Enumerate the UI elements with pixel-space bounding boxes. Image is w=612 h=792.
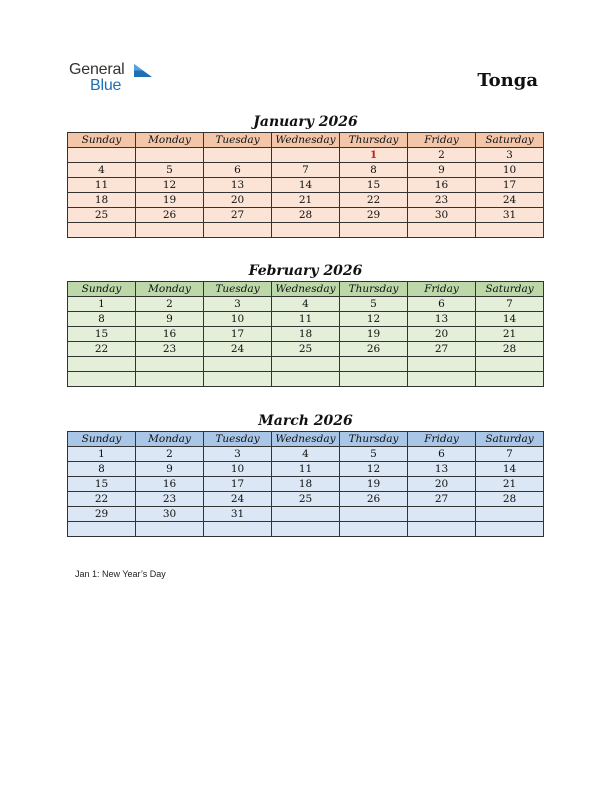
weekday-header-row [68, 133, 544, 148]
day-cell: 7 [476, 297, 544, 312]
day-cell: 20 [408, 477, 476, 492]
day-cell: 8 [340, 163, 408, 178]
day-cell: 23 [136, 342, 204, 357]
day-cell: 15 [340, 178, 408, 193]
day-cell: 15 [68, 477, 136, 492]
day-cell [136, 148, 204, 163]
day-cell: 9 [136, 462, 204, 477]
day-cell: 17 [476, 178, 544, 193]
week-row [68, 163, 544, 178]
day-cell: 19 [340, 327, 408, 342]
day-cell: 12 [340, 312, 408, 327]
weekday-sunday: Sunday [68, 133, 136, 148]
day-cell: 2 [136, 297, 204, 312]
weekday-wednesday: Wednesday [272, 133, 340, 148]
day-cell [408, 372, 476, 387]
day-cell [340, 507, 408, 522]
day-cell: 4 [272, 297, 340, 312]
day-cell: 14 [476, 312, 544, 327]
day-cell [136, 522, 204, 537]
weekday-tuesday: Tuesday [204, 133, 272, 148]
day-cell: 9 [136, 312, 204, 327]
generalblue-logo [69, 61, 169, 95]
day-cell [204, 372, 272, 387]
day-cell: 25 [272, 492, 340, 507]
day-cell: 11 [68, 178, 136, 193]
day-cell: 21 [272, 193, 340, 208]
day-cell: 2 [136, 447, 204, 462]
weekday-monday: Monday [136, 133, 204, 148]
day-cell [340, 372, 408, 387]
country-name: Tonga [477, 70, 538, 91]
day-cell: 15 [68, 327, 136, 342]
weekday-thursday: Thursday [340, 133, 408, 148]
day-cell: 27 [408, 492, 476, 507]
weekday-saturday: Saturday [476, 432, 544, 447]
week-row [68, 312, 544, 327]
weekday-header-row [68, 432, 544, 447]
day-cell: 5 [136, 163, 204, 178]
day-cell: 3 [204, 447, 272, 462]
day-cell: 24 [476, 193, 544, 208]
week-row [68, 462, 544, 477]
day-cell: 5 [340, 447, 408, 462]
weekday-sunday: Sunday [68, 432, 136, 447]
day-cell: 10 [476, 163, 544, 178]
day-cell: 13 [408, 312, 476, 327]
day-cell: 18 [68, 193, 136, 208]
day-cell: 24 [204, 492, 272, 507]
weekday-monday: Monday [136, 432, 204, 447]
day-cell: 20 [204, 193, 272, 208]
day-cell [272, 223, 340, 238]
day-cell: 1 [340, 148, 408, 163]
day-cell: 6 [204, 163, 272, 178]
day-cell: 17 [204, 327, 272, 342]
day-cell [272, 372, 340, 387]
week-row [68, 193, 544, 208]
day-cell [408, 522, 476, 537]
day-cell: 19 [136, 193, 204, 208]
day-cell: 10 [204, 312, 272, 327]
day-cell: 26 [340, 492, 408, 507]
day-cell [136, 357, 204, 372]
day-cell: 22 [340, 193, 408, 208]
day-cell [340, 522, 408, 537]
day-cell [476, 357, 544, 372]
day-cell: 24 [204, 342, 272, 357]
day-cell [272, 357, 340, 372]
day-cell: 12 [340, 462, 408, 477]
week-row [68, 327, 544, 342]
day-cell [476, 522, 544, 537]
day-cell [204, 223, 272, 238]
weekday-friday: Friday [408, 133, 476, 148]
weekday-monday: Monday [136, 282, 204, 297]
day-cell: 29 [340, 208, 408, 223]
day-cell: 14 [476, 462, 544, 477]
day-cell [204, 522, 272, 537]
week-row [68, 357, 544, 372]
day-cell [408, 223, 476, 238]
day-cell: 29 [68, 507, 136, 522]
day-cell [272, 148, 340, 163]
day-cell: 16 [136, 477, 204, 492]
day-cell: 23 [408, 193, 476, 208]
weekday-sunday: Sunday [68, 282, 136, 297]
week-row [68, 297, 544, 312]
day-cell [68, 522, 136, 537]
day-cell [136, 372, 204, 387]
day-cell [68, 357, 136, 372]
weekday-thursday: Thursday [340, 432, 408, 447]
day-cell: 3 [476, 148, 544, 163]
day-cell [204, 357, 272, 372]
weekday-saturday: Saturday [476, 133, 544, 148]
day-cell: 4 [272, 447, 340, 462]
month-march [67, 411, 544, 537]
day-cell: 25 [68, 208, 136, 223]
day-cell: 22 [68, 492, 136, 507]
weekday-header-row [68, 282, 544, 297]
day-cell [476, 372, 544, 387]
week-row [68, 208, 544, 223]
week-row [68, 447, 544, 462]
weekday-thursday: Thursday [340, 282, 408, 297]
day-cell: 21 [476, 477, 544, 492]
weekday-tuesday: Tuesday [204, 432, 272, 447]
calendar-table [67, 132, 544, 238]
day-cell: 3 [204, 297, 272, 312]
day-cell: 9 [408, 163, 476, 178]
day-cell: 28 [476, 492, 544, 507]
day-cell: 28 [476, 342, 544, 357]
day-cell: 12 [136, 178, 204, 193]
day-cell: 30 [408, 208, 476, 223]
day-cell [408, 357, 476, 372]
weekday-friday: Friday [408, 432, 476, 447]
day-cell [136, 223, 204, 238]
weekday-wednesday: Wednesday [272, 432, 340, 447]
day-cell: 4 [68, 163, 136, 178]
month-title: January 2026 [253, 114, 358, 130]
week-row [68, 178, 544, 193]
day-cell: 1 [68, 297, 136, 312]
day-cell [340, 223, 408, 238]
weekday-friday: Friday [408, 282, 476, 297]
day-cell: 27 [204, 208, 272, 223]
month-title: March 2026 [258, 413, 353, 429]
week-row [68, 372, 544, 387]
day-cell [68, 223, 136, 238]
day-cell: 22 [68, 342, 136, 357]
calendar-table [67, 431, 544, 537]
logo-text-blue: Blue [90, 77, 122, 94]
day-cell: 6 [408, 447, 476, 462]
holiday-footnote: Jan 1: New Year’s Day [75, 569, 166, 579]
day-cell: 8 [68, 312, 136, 327]
week-row [68, 223, 544, 238]
day-cell: 5 [340, 297, 408, 312]
day-cell [476, 507, 544, 522]
day-cell: 26 [136, 208, 204, 223]
week-row [68, 507, 544, 522]
week-row [68, 522, 544, 537]
blue-triangle-flag-icon [134, 64, 152, 77]
weekday-tuesday: Tuesday [204, 282, 272, 297]
day-cell: 30 [136, 507, 204, 522]
month-january [67, 112, 544, 238]
day-cell: 13 [204, 178, 272, 193]
day-cell: 7 [476, 447, 544, 462]
day-cell: 11 [272, 462, 340, 477]
day-cell: 17 [204, 477, 272, 492]
day-cell: 1 [68, 447, 136, 462]
weekday-saturday: Saturday [476, 282, 544, 297]
day-cell: 28 [272, 208, 340, 223]
month-february [67, 261, 544, 387]
day-cell: 14 [272, 178, 340, 193]
day-cell [272, 507, 340, 522]
day-cell: 2 [408, 148, 476, 163]
day-cell: 7 [272, 163, 340, 178]
day-cell [476, 223, 544, 238]
day-cell: 18 [272, 477, 340, 492]
week-row [68, 342, 544, 357]
day-cell: 18 [272, 327, 340, 342]
day-cell [204, 148, 272, 163]
day-cell: 31 [204, 507, 272, 522]
logo-text-general: General [69, 61, 125, 78]
day-cell: 10 [204, 462, 272, 477]
day-cell: 25 [272, 342, 340, 357]
week-row [68, 477, 544, 492]
day-cell [68, 148, 136, 163]
day-cell: 16 [408, 178, 476, 193]
day-cell: 21 [476, 327, 544, 342]
day-cell: 19 [340, 477, 408, 492]
day-cell [68, 372, 136, 387]
day-cell: 20 [408, 327, 476, 342]
day-cell: 26 [340, 342, 408, 357]
day-cell: 27 [408, 342, 476, 357]
calendar-table [67, 281, 544, 387]
day-cell: 31 [476, 208, 544, 223]
month-title: February 2026 [248, 263, 363, 279]
day-cell [340, 357, 408, 372]
day-cell [408, 507, 476, 522]
weekday-wednesday: Wednesday [272, 282, 340, 297]
day-cell: 13 [408, 462, 476, 477]
day-cell: 23 [136, 492, 204, 507]
day-cell: 6 [408, 297, 476, 312]
day-cell [272, 522, 340, 537]
day-cell: 11 [272, 312, 340, 327]
week-row [68, 148, 544, 163]
day-cell: 16 [136, 327, 204, 342]
day-cell: 8 [68, 462, 136, 477]
week-row [68, 492, 544, 507]
